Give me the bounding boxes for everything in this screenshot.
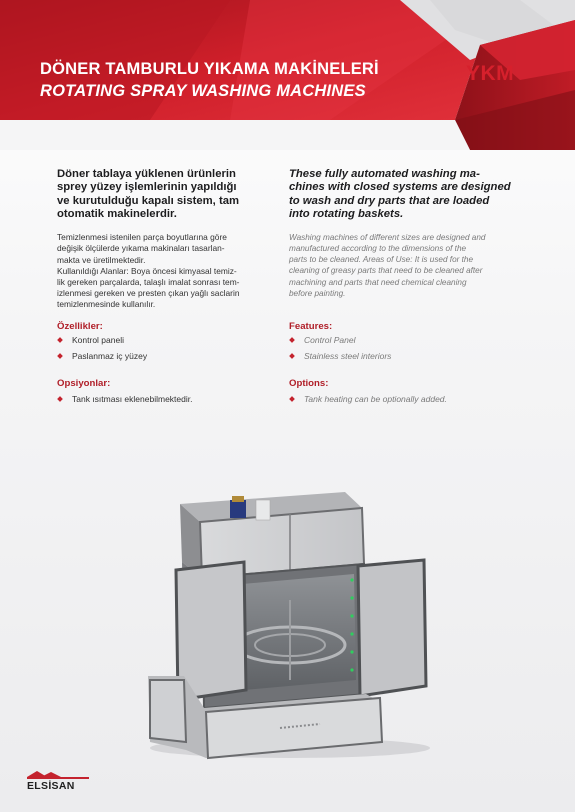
diamond-bullet-icon xyxy=(289,396,295,402)
lead-turkish xyxy=(57,168,287,221)
diamond-bullet-icon xyxy=(289,337,295,343)
body-line: manufactured according to the dimensions of the xyxy=(289,244,467,254)
body-line: lik gereken parçalarda, talaşlı imalat sonrası tem- xyxy=(57,277,240,287)
body-line: machining and parts that need chemical cleaning xyxy=(289,277,467,287)
body-line: temizlenmesinde kullanılır. xyxy=(57,299,156,310)
header-banner xyxy=(0,0,575,150)
option-item xyxy=(57,394,192,404)
body-line: makta ve üretilmektedir. xyxy=(57,254,146,265)
body-english xyxy=(289,232,521,299)
lead-line: These fully automated washing ma- xyxy=(289,168,480,180)
body-line: parts to be cleaned. Areas of Use: It is used for the xyxy=(289,255,474,265)
logo-mark-icon xyxy=(27,771,87,777)
body-line: cleaning of greasy parts that need to be cleaned after xyxy=(289,266,483,276)
body-line: Temizlenmesi istenilen parça boyutlarına göre xyxy=(57,232,227,243)
feature-label: Stainless steel interiors xyxy=(304,351,392,361)
option-label: Tank ısıtması eklenebilmektedir. xyxy=(72,394,193,404)
washing-machine-drawing xyxy=(140,480,440,765)
options-title-english: Options: xyxy=(289,378,329,389)
lead-line: sprey yüzey işlemlerinin yapıldığı xyxy=(57,181,237,194)
washing-machine-illustration xyxy=(140,480,440,770)
features-title-turkish: Özellikler: xyxy=(57,321,103,332)
body-turkish xyxy=(57,232,287,310)
diamond-bullet-icon xyxy=(57,353,63,359)
body-line: Kullanıldığı Alanlar: Boya öncesi kimyasal temiz- xyxy=(57,265,237,276)
option-item xyxy=(289,394,447,404)
feature-label: Kontrol paneli xyxy=(72,335,124,345)
diamond-bullet-icon xyxy=(57,396,63,402)
body-line: değişik ölçülerde yıkama makinaları tasarlan- xyxy=(57,243,225,254)
title-english: ROTATING SPRAY WASHING MACHINES xyxy=(40,82,366,100)
diamond-bullet-icon xyxy=(289,353,295,359)
feature-item xyxy=(289,351,391,361)
company-logo xyxy=(27,771,89,792)
feature-label: Paslanmaz iç yüzey xyxy=(72,351,148,361)
logo-text: ELSİSAN xyxy=(27,777,89,792)
body-line: Washing machines of different sizes are designed and xyxy=(289,233,486,243)
options-title-turkish: Opsiyonlar: xyxy=(57,378,111,389)
lead-line: chines with closed systems are designed xyxy=(289,181,511,194)
feature-item xyxy=(57,335,124,345)
diamond-bullet-icon xyxy=(57,337,63,343)
lead-line: into rotating baskets. xyxy=(289,207,404,220)
option-label: Tank heating can be optionally added. xyxy=(304,394,447,404)
title-turkish: DÖNER TAMBURLU YIKAMA MAKİNELERİ xyxy=(40,60,379,78)
lead-line: ve kurutulduğu kapalı sistem, tam xyxy=(57,194,240,207)
left-column xyxy=(57,168,287,311)
lead-line: to wash and dry parts that are loaded xyxy=(289,194,490,207)
feature-label: Control Panel xyxy=(304,335,356,345)
body-line: izlenmesi gereken ve presten çıkan yağlı saclarin xyxy=(57,288,240,299)
lead-line: otomatik makinelerdir. xyxy=(57,207,177,220)
body-line: before painting. xyxy=(289,288,346,298)
lead-english xyxy=(289,168,521,221)
features-title-english: Features: xyxy=(289,321,333,332)
right-column xyxy=(289,168,521,299)
feature-item xyxy=(289,335,356,345)
product-code: YKM xyxy=(466,62,515,85)
lead-line: Döner tablaya yüklenen ürünlerin xyxy=(57,168,236,180)
feature-item xyxy=(57,351,147,361)
